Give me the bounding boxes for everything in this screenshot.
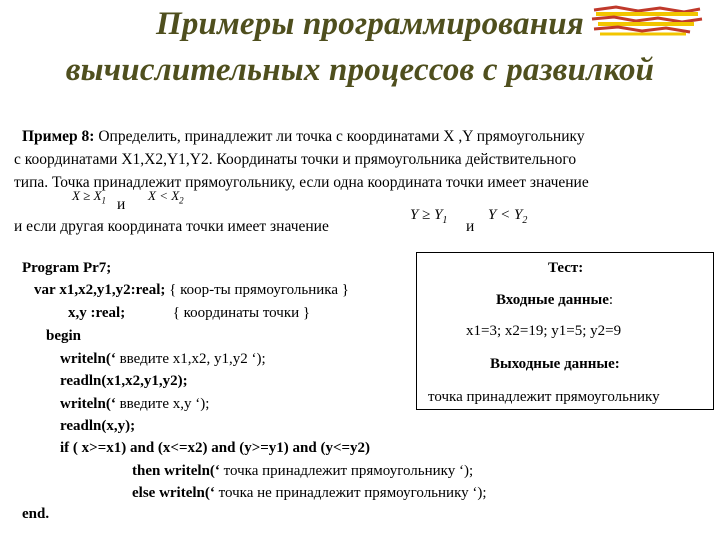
code-line-else: else writeln(‘ точка не принадлежит прямоугольнику ‘); [132, 485, 487, 501]
code-line-end: end. [22, 506, 50, 522]
condition-y-ge-y1: $Y \ge Y_1$ [410, 207, 448, 226]
example-line-4: и если другая координата точки имеет значение [14, 218, 329, 235]
code-line-readln-2: readln(x,y); [60, 418, 136, 434]
example-line-1 [22, 128, 585, 146]
code-line-var-xy: x,y :real; { координаты точки } [68, 305, 311, 321]
condition-x-lt-x2: $X < X_2$ [148, 188, 184, 206]
code-line-writeln-1: writeln(‘ введите x1,x2, y1,y2 ‘); [60, 351, 266, 367]
code-line-if: if ( x>=x1) and (x<=x2) and (y>=y1) and (y<=y2) [60, 440, 371, 456]
test-output-heading: Выходные данные: [490, 356, 620, 372]
code-line-begin: begin [46, 328, 82, 344]
and-word-2: и [466, 218, 475, 235]
test-output-value: точка принадлежит прямоугольнику [428, 389, 660, 405]
condition-x-ge-x1: $X \ge X_1$ [72, 188, 107, 206]
example-text-1: Определить, принадлежит ли точка с координатами X ,Y прямоугольнику [98, 128, 585, 145]
slide-title-line-1: Примеры программирования [155, 6, 584, 42]
logo-stripes-icon [592, 7, 702, 34]
code-line-var: var x1,x2,y1,y2:real; { коор-ты прямоугольника } [34, 282, 349, 298]
example-label: Пример 8: [22, 128, 95, 145]
code-line-then: then writeln(‘ точка принадлежит прямоугольнику ‘); [132, 463, 474, 479]
example-line-2: с координатами X1,X2,Y1,Y2. Координаты точки и прямоугольника действительного [14, 151, 577, 168]
code-line-readln-1: readln(x1,x2,y1,y2); [60, 373, 188, 389]
code-line-program: Program Pr7; [22, 260, 112, 276]
example-line-3: типа. Точка принадлежит прямоугольнику, если одна координата точки имеет значение [14, 174, 589, 191]
and-word-1: и [117, 196, 126, 213]
slide-title-line-2: вычислительных процессов с развилкой [65, 52, 655, 88]
test-input-heading: Входные данные: [496, 292, 614, 308]
condition-y-lt-y2: $Y < Y_2$ [488, 207, 528, 226]
test-input-values: x1=3; x2=19; y1=5; y2=9 [466, 323, 622, 339]
code-line-writeln-2: writeln(‘ введите x,y ‘); [60, 396, 210, 412]
decorative-logo-icon [586, 4, 706, 38]
test-title: Тест: [548, 260, 584, 276]
